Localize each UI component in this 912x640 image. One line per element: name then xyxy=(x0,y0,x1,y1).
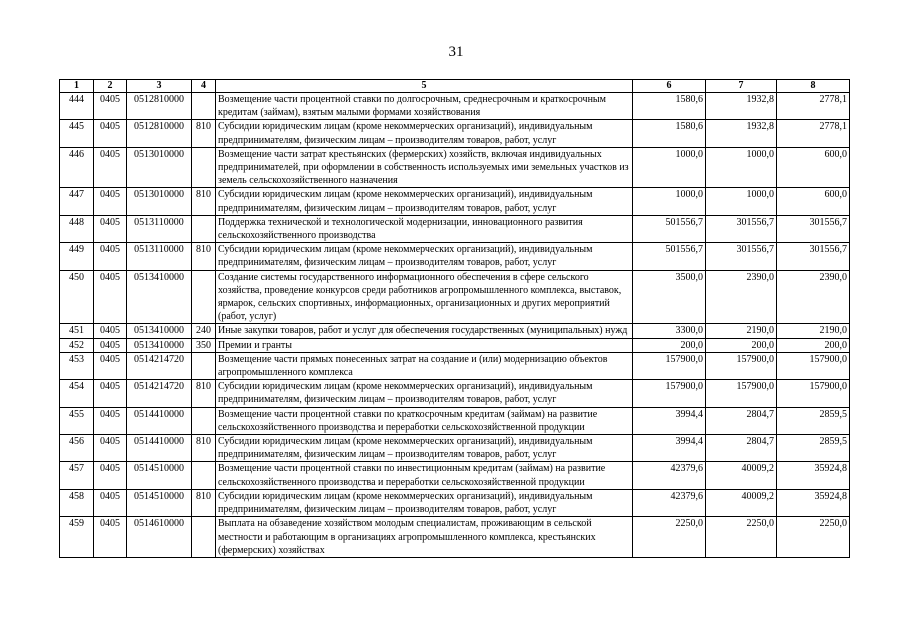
table-row xyxy=(60,243,850,270)
section-code-cell: 0405 xyxy=(94,147,127,188)
amount-col6-cell: 3500,0 xyxy=(633,270,706,324)
amount-col8-cell: 2190,0 xyxy=(777,324,850,338)
row-number-cell: 450 xyxy=(60,270,94,324)
item-name-cell: Субсидии юридическим лицам (кроме некоммерческих организаций), индивидуальным предпринимателям, физическим лицам – производителям товаров, работ, услуг xyxy=(216,380,633,407)
expense-type-cell xyxy=(192,407,216,434)
amount-col8-cell: 2250,0 xyxy=(777,517,850,558)
amount-col6-cell: 501556,7 xyxy=(633,215,706,242)
section-code-cell: 0405 xyxy=(94,407,127,434)
amount-col6-cell: 42379,6 xyxy=(633,462,706,489)
amount-col8-cell: 2390,0 xyxy=(777,270,850,324)
table-row xyxy=(60,352,850,379)
amount-col7-cell: 40009,2 xyxy=(706,489,777,516)
expense-type-cell: 350 xyxy=(192,338,216,352)
target-article-cell: 0513010000 xyxy=(127,188,192,215)
amount-col8-cell: 2859,5 xyxy=(777,407,850,434)
expense-type-cell xyxy=(192,517,216,558)
expense-type-cell xyxy=(192,147,216,188)
section-code-cell: 0405 xyxy=(94,435,127,462)
budget-table xyxy=(59,79,850,558)
item-name-cell: Возмещение части процентной ставки по инвестиционным кредитам (займам) на развитие сельскохозяйственного производства и переработки сельскохозяйственной продукции xyxy=(216,462,633,489)
section-code-cell: 0405 xyxy=(94,380,127,407)
section-code-cell: 0405 xyxy=(94,120,127,147)
row-number-cell: 446 xyxy=(60,147,94,188)
amount-col6-cell: 1580,6 xyxy=(633,93,706,120)
row-number-cell: 444 xyxy=(60,93,94,120)
page-number: 31 xyxy=(448,44,464,60)
table-row xyxy=(60,517,850,558)
amount-col8-cell: 157900,0 xyxy=(777,352,850,379)
section-code-cell: 0405 xyxy=(94,324,127,338)
expense-type-cell: 810 xyxy=(192,380,216,407)
column-header-3: 3 xyxy=(127,80,192,93)
target-article-cell: 0513410000 xyxy=(127,324,192,338)
item-name-cell: Возмещение части процентной ставки по краткосрочным кредитам (займам) на развитие сельскохозяйственного производства и переработки сельскохозяйственной продукции xyxy=(216,407,633,434)
expense-type-cell xyxy=(192,462,216,489)
amount-col7-cell: 1000,0 xyxy=(706,188,777,215)
target-article-cell: 0514510000 xyxy=(127,489,192,516)
amount-col8-cell: 200,0 xyxy=(777,338,850,352)
amount-col8-cell: 35924,8 xyxy=(777,489,850,516)
section-code-cell: 0405 xyxy=(94,243,127,270)
row-number-cell: 445 xyxy=(60,120,94,147)
amount-col7-cell: 1932,8 xyxy=(706,120,777,147)
section-code-cell: 0405 xyxy=(94,188,127,215)
row-number-cell: 451 xyxy=(60,324,94,338)
expense-type-cell: 240 xyxy=(192,324,216,338)
section-code-cell: 0405 xyxy=(94,215,127,242)
item-name-cell: Субсидии юридическим лицам (кроме некоммерческих организаций), индивидуальным предпринимателям, физическим лицам – производителям товаров, работ, услуг xyxy=(216,188,633,215)
target-article-cell: 0514510000 xyxy=(127,462,192,489)
target-article-cell: 0513410000 xyxy=(127,338,192,352)
row-number-cell: 458 xyxy=(60,489,94,516)
amount-col8-cell: 2778,1 xyxy=(777,93,850,120)
amount-col6-cell: 200,0 xyxy=(633,338,706,352)
column-header-1: 1 xyxy=(60,80,94,93)
amount-col7-cell: 301556,7 xyxy=(706,215,777,242)
amount-col7-cell: 2250,0 xyxy=(706,517,777,558)
target-article-cell: 0514610000 xyxy=(127,517,192,558)
row-number-cell: 454 xyxy=(60,380,94,407)
table-row xyxy=(60,147,850,188)
amount-col7-cell: 157900,0 xyxy=(706,380,777,407)
section-code-cell: 0405 xyxy=(94,93,127,120)
amount-col6-cell: 3994,4 xyxy=(633,407,706,434)
amount-col6-cell: 1000,0 xyxy=(633,188,706,215)
amount-col6-cell: 2250,0 xyxy=(633,517,706,558)
amount-col8-cell: 35924,8 xyxy=(777,462,850,489)
amount-col8-cell: 600,0 xyxy=(777,188,850,215)
expense-type-cell: 810 xyxy=(192,120,216,147)
table-row xyxy=(60,120,850,147)
amount-col6-cell: 157900,0 xyxy=(633,380,706,407)
amount-col6-cell: 157900,0 xyxy=(633,352,706,379)
table-row xyxy=(60,380,850,407)
amount-col6-cell: 501556,7 xyxy=(633,243,706,270)
target-article-cell: 0514214720 xyxy=(127,380,192,407)
target-article-cell: 0513110000 xyxy=(127,243,192,270)
amount-col8-cell: 600,0 xyxy=(777,147,850,188)
item-name-cell: Премии и гранты xyxy=(216,338,633,352)
section-code-cell: 0405 xyxy=(94,338,127,352)
column-header-8: 8 xyxy=(777,80,850,93)
section-code-cell: 0405 xyxy=(94,270,127,324)
row-number-cell: 447 xyxy=(60,188,94,215)
table-row xyxy=(60,435,850,462)
amount-col7-cell: 1000,0 xyxy=(706,147,777,188)
column-header-7: 7 xyxy=(706,80,777,93)
column-header-6: 6 xyxy=(633,80,706,93)
amount-col6-cell: 3300,0 xyxy=(633,324,706,338)
table-row xyxy=(60,338,850,352)
table-row xyxy=(60,270,850,324)
target-article-cell: 0513010000 xyxy=(127,147,192,188)
amount-col7-cell: 2390,0 xyxy=(706,270,777,324)
amount-col7-cell: 1932,8 xyxy=(706,93,777,120)
amount-col6-cell: 1000,0 xyxy=(633,147,706,188)
amount-col8-cell: 301556,7 xyxy=(777,215,850,242)
amount-col7-cell: 40009,2 xyxy=(706,462,777,489)
amount-col7-cell: 157900,0 xyxy=(706,352,777,379)
expense-type-cell: 810 xyxy=(192,188,216,215)
amount-col8-cell: 2859,5 xyxy=(777,435,850,462)
item-name-cell: Возмещение части прямых понесенных затрат на создание и (или) модернизацию объектов агропромышленного комплекса xyxy=(216,352,633,379)
amount-col7-cell: 2190,0 xyxy=(706,324,777,338)
item-name-cell: Выплата на обзаведение хозяйством молодым специалистам, проживающим в сельской местности и работающим в организациях агропромышленного комплекса, крестьянских (фермерских) хозяйствах xyxy=(216,517,633,558)
amount-col6-cell: 3994,4 xyxy=(633,435,706,462)
item-name-cell: Иные закупки товаров, работ и услуг для обеспечения государственных (муниципальных) нужд xyxy=(216,324,633,338)
expense-type-cell xyxy=(192,93,216,120)
expense-type-cell xyxy=(192,270,216,324)
expense-type-cell: 810 xyxy=(192,435,216,462)
column-header-5: 5 xyxy=(216,80,633,93)
item-name-cell: Создание системы государственного информационного обеспечения в сфере сельского хозяйства, проведение конкурсов среди работников агропромышленного комплекса, выставок, ярмарок, сельских спортивных, информационных, организационных и других мероприятий (работ, услуг) xyxy=(216,270,633,324)
table-row xyxy=(60,407,850,434)
row-number-cell: 456 xyxy=(60,435,94,462)
expense-type-cell: 810 xyxy=(192,243,216,270)
expense-type-cell: 810 xyxy=(192,489,216,516)
row-number-cell: 449 xyxy=(60,243,94,270)
section-code-cell: 0405 xyxy=(94,489,127,516)
amount-col7-cell: 200,0 xyxy=(706,338,777,352)
target-article-cell: 0514410000 xyxy=(127,435,192,462)
table-row xyxy=(60,188,850,215)
row-number-cell: 457 xyxy=(60,462,94,489)
amount-col7-cell: 2804,7 xyxy=(706,435,777,462)
section-code-cell: 0405 xyxy=(94,352,127,379)
amount-col8-cell: 301556,7 xyxy=(777,243,850,270)
row-number-cell: 448 xyxy=(60,215,94,242)
target-article-cell: 0514214720 xyxy=(127,352,192,379)
expense-type-cell xyxy=(192,352,216,379)
table-row xyxy=(60,93,850,120)
target-article-cell: 0514410000 xyxy=(127,407,192,434)
table-header-row xyxy=(60,80,850,93)
item-name-cell: Субсидии юридическим лицам (кроме некоммерческих организаций), индивидуальным предпринимателям, физическим лицам – производителям товаров, работ, услуг xyxy=(216,243,633,270)
amount-col6-cell: 42379,6 xyxy=(633,489,706,516)
section-code-cell: 0405 xyxy=(94,517,127,558)
amount-col8-cell: 2778,1 xyxy=(777,120,850,147)
section-code-cell: 0405 xyxy=(94,462,127,489)
column-header-4: 4 xyxy=(192,80,216,93)
table-row xyxy=(60,324,850,338)
target-article-cell: 0513110000 xyxy=(127,215,192,242)
item-name-cell: Возмещение части процентной ставки по долгосрочным, среднесрочным и краткосрочным кредитам (займам), взятым малыми формами хозяйствования xyxy=(216,93,633,120)
row-number-cell: 453 xyxy=(60,352,94,379)
table-row xyxy=(60,215,850,242)
item-name-cell: Субсидии юридическим лицам (кроме некоммерческих организаций), индивидуальным предпринимателям, физическим лицам – производителям товаров, работ, услуг xyxy=(216,489,633,516)
row-number-cell: 455 xyxy=(60,407,94,434)
amount-col7-cell: 2804,7 xyxy=(706,407,777,434)
table-body xyxy=(60,93,850,558)
item-name-cell: Субсидии юридическим лицам (кроме некоммерческих организаций), индивидуальным предпринимателям, физическим лицам – производителям товаров, работ, услуг xyxy=(216,435,633,462)
amount-col7-cell: 301556,7 xyxy=(706,243,777,270)
expense-type-cell xyxy=(192,215,216,242)
row-number-cell: 459 xyxy=(60,517,94,558)
amount-col8-cell: 157900,0 xyxy=(777,380,850,407)
target-article-cell: 0513410000 xyxy=(127,270,192,324)
table-row xyxy=(60,462,850,489)
target-article-cell: 0512810000 xyxy=(127,93,192,120)
item-name-cell: Поддержка технической и технологической модернизации, инновационного развития сельскохозяйственного производства xyxy=(216,215,633,242)
item-name-cell: Субсидии юридическим лицам (кроме некоммерческих организаций), индивидуальным предпринимателям, физическим лицам – производителям товаров, работ, услуг xyxy=(216,120,633,147)
target-article-cell: 0512810000 xyxy=(127,120,192,147)
amount-col6-cell: 1580,6 xyxy=(633,120,706,147)
table-row xyxy=(60,489,850,516)
row-number-cell: 452 xyxy=(60,338,94,352)
item-name-cell: Возмещение части затрат крестьянских (фермерских) хозяйств, включая индивидуальных предпринимателей, при оформлении в собственность используемых ими земельных участков из земель сельскохозяйственного назначения xyxy=(216,147,633,188)
column-header-2: 2 xyxy=(94,80,127,93)
